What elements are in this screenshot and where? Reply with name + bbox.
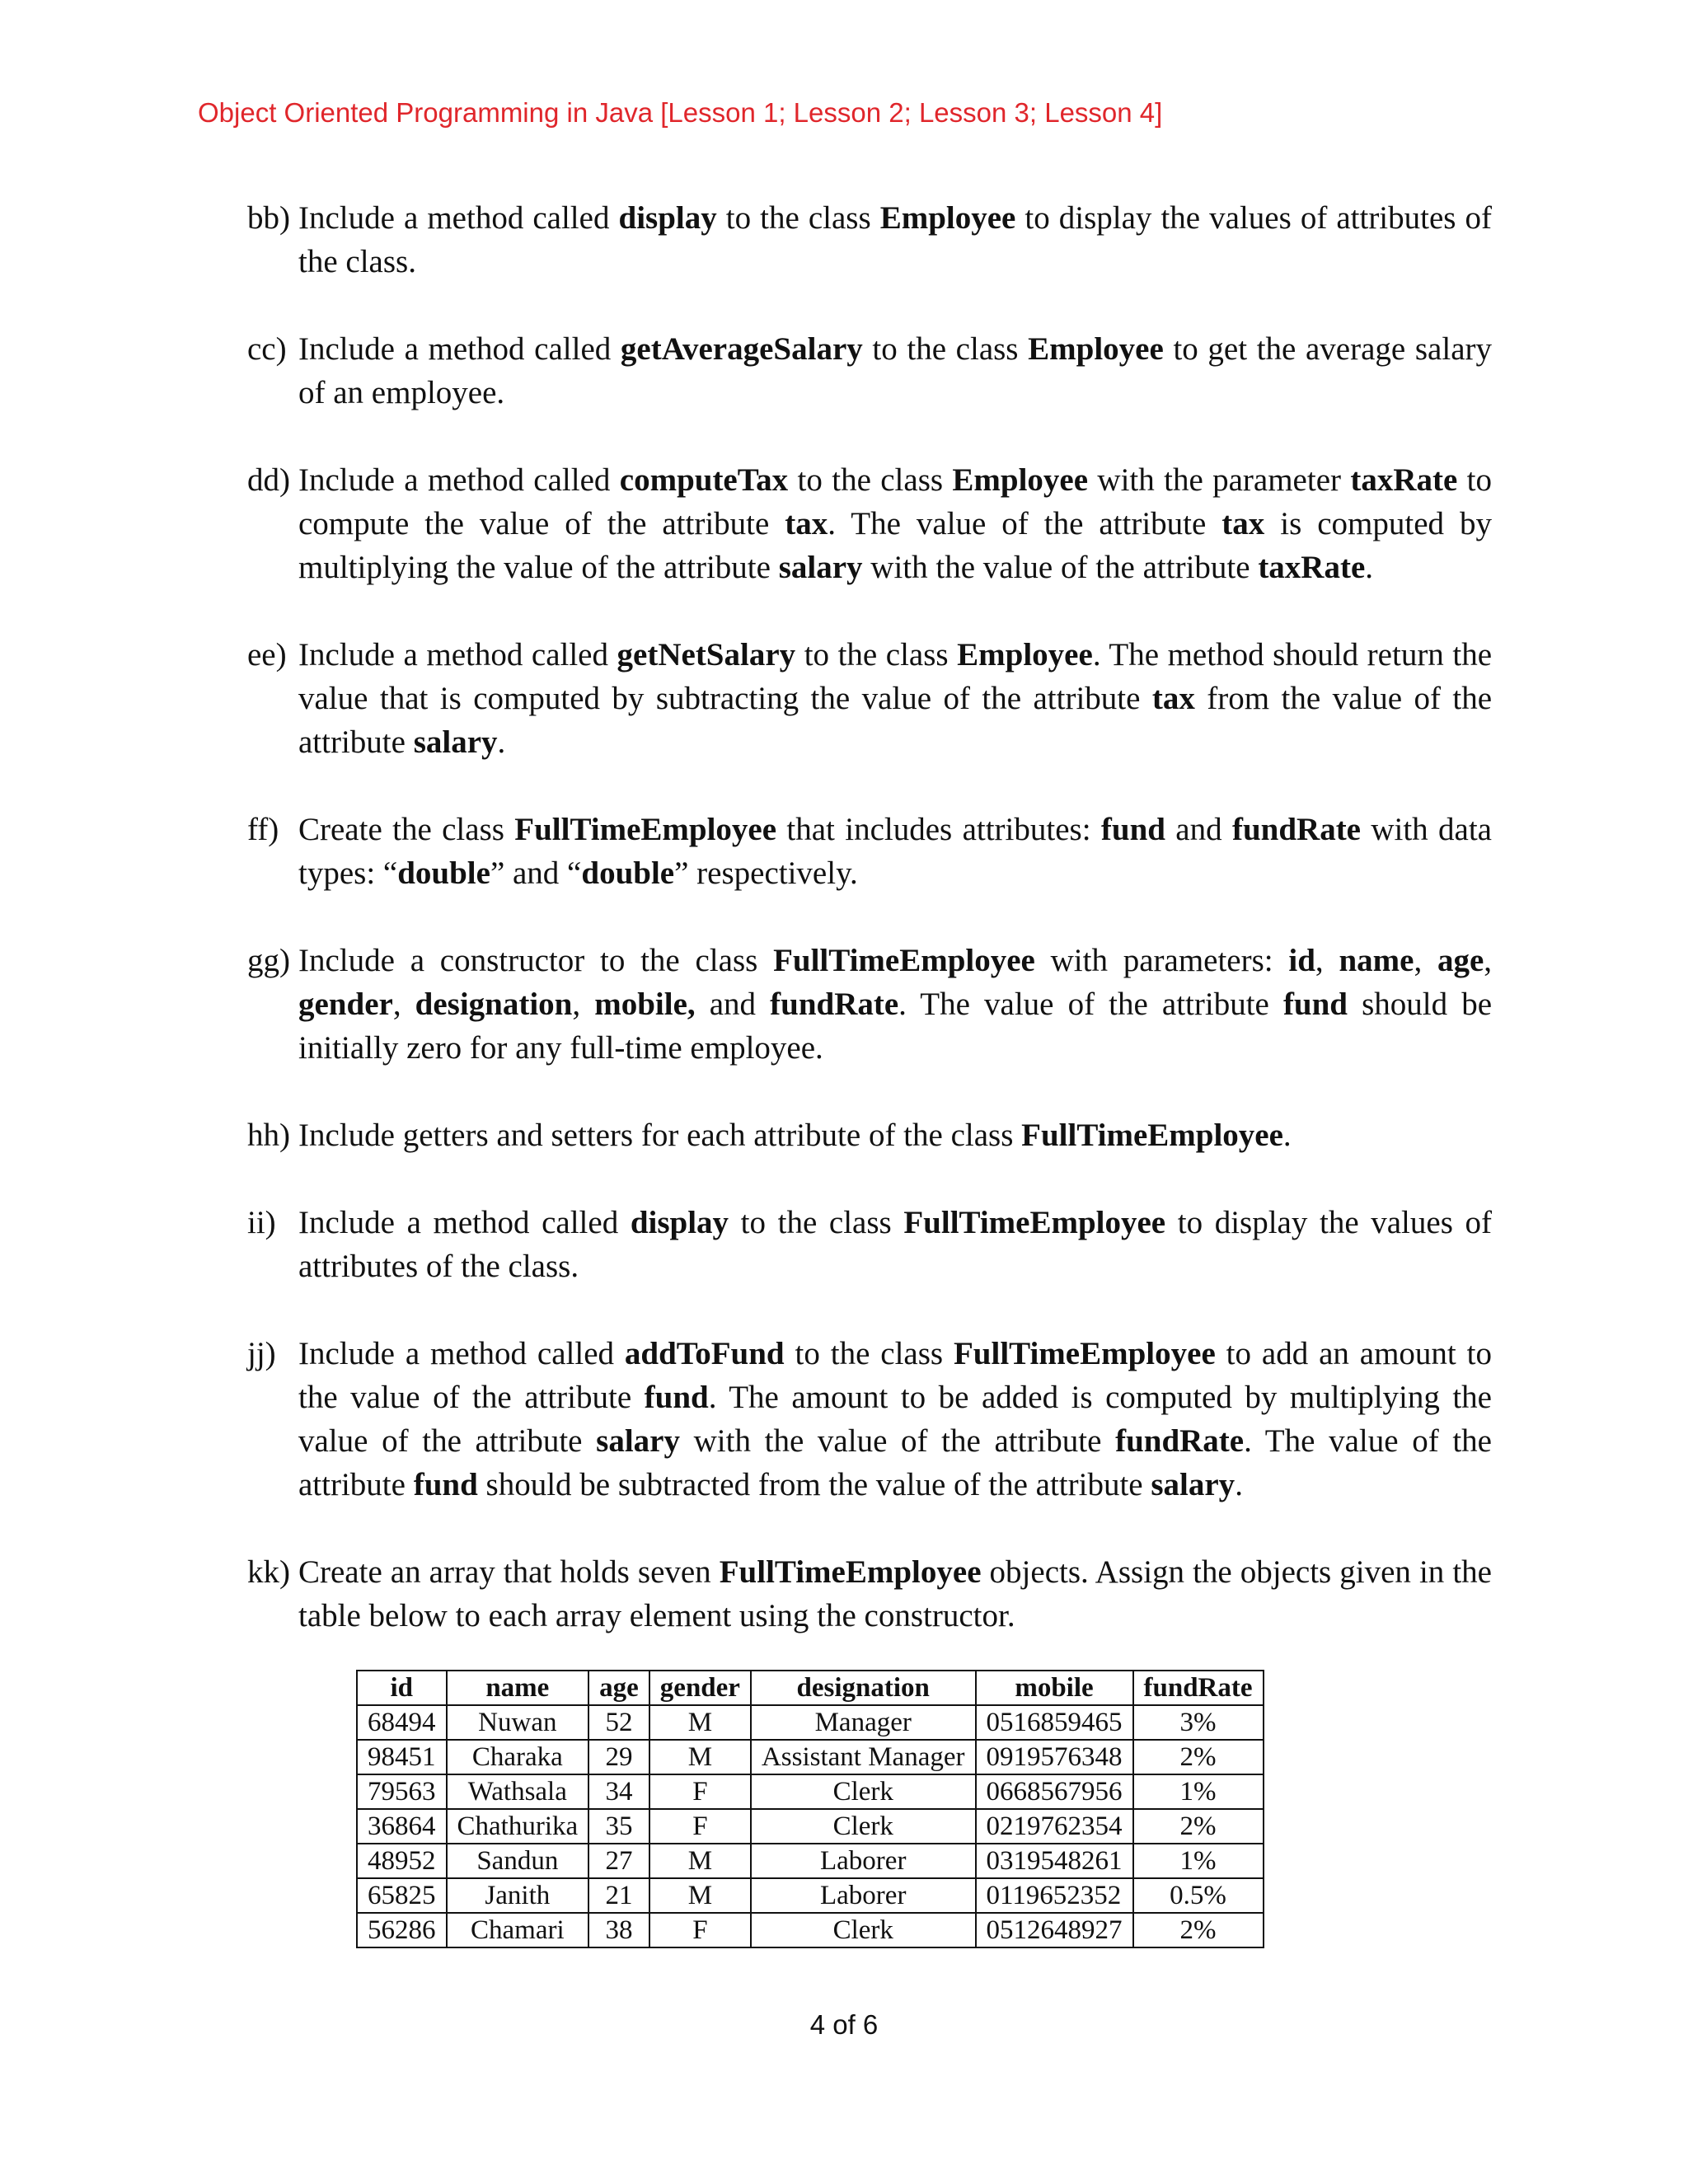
text-run: .: [1235, 1467, 1243, 1502]
page-header: Object Oriented Programming in Java [Lesson 1; Lesson 2; Lesson 3; Lesson 4]: [198, 97, 1163, 128]
cell-designation: Clerk: [751, 1913, 976, 1947]
text-run: ” respectively.: [674, 855, 858, 891]
text-run: to the class: [784, 1336, 954, 1371]
cell-name: Chathurika: [447, 1809, 589, 1844]
bold-term: fundRate: [770, 987, 899, 1022]
cell-mobile: 0668567956: [976, 1774, 1133, 1809]
bold-term: fund: [1282, 987, 1348, 1022]
text-run: to get the average salary of an employee.: [298, 331, 1492, 410]
column-header-mobile: mobile: [976, 1671, 1133, 1705]
item-text: [298, 1113, 1492, 1157]
cell-age: 21: [588, 1878, 649, 1913]
text-run: . The value of the attribute: [298, 1423, 1492, 1502]
bold-term: fundRate: [1231, 812, 1361, 847]
bold-term: FullTimeEmployee: [1021, 1118, 1283, 1153]
column-header-age: age: [588, 1671, 649, 1705]
text-run: Include getters and setters for each attribute of the class: [298, 1118, 1022, 1153]
text-run: . The method should return the value that is computed by subtracting the value of the attribute: [298, 637, 1493, 716]
bold-term: display: [630, 1205, 729, 1240]
table-body: [357, 1705, 1264, 1947]
table-row: [357, 1878, 1264, 1913]
cell-designation: Laborer: [751, 1844, 976, 1878]
exercise-item: [247, 1113, 1492, 1157]
cell-gender: F: [649, 1809, 751, 1844]
item-label: jj): [247, 1336, 276, 1371]
bold-term: Employee: [879, 200, 1016, 236]
bold-term: gender: [298, 987, 393, 1022]
text-run: is computed by multiplying the value of the attribute: [298, 506, 1492, 585]
column-header-id: id: [357, 1671, 447, 1705]
text-run: .: [1282, 1118, 1292, 1153]
cell-id: 68494: [357, 1705, 447, 1740]
item-text: [298, 1201, 1492, 1288]
cell-name: Charaka: [447, 1740, 589, 1774]
exercise-item: [247, 1550, 1492, 1638]
text-run: with parameters:: [1034, 943, 1289, 978]
text-run: Include a method called: [298, 331, 621, 367]
exercise-item: [247, 939, 1492, 1070]
cell-id: 48952: [357, 1844, 447, 1878]
cell-fundrate: 1%: [1133, 1774, 1264, 1809]
cell-mobile: 0512648927: [976, 1913, 1133, 1947]
item-text: [298, 633, 1492, 764]
column-header-fundrate: fundRate: [1133, 1671, 1264, 1705]
bold-term: computeTax: [619, 462, 789, 498]
cell-mobile: 0516859465: [976, 1705, 1133, 1740]
column-header-name: name: [447, 1671, 589, 1705]
text-run: with the value of the attribute: [862, 550, 1259, 585]
cell-name: Nuwan: [447, 1705, 589, 1740]
cell-name: Sandun: [447, 1844, 589, 1878]
bold-term: designation: [415, 987, 573, 1022]
text-run: . The value of the attribute: [828, 506, 1222, 541]
item-label: ff): [247, 812, 279, 847]
exercise-item: [247, 196, 1492, 284]
text-run: Include a method called: [298, 1205, 631, 1240]
bold-term: tax: [1151, 681, 1195, 716]
bold-term: taxRate: [1258, 550, 1366, 585]
text-run: Create the class: [298, 812, 515, 847]
cell-mobile: 0219762354: [976, 1809, 1133, 1844]
cell-gender: F: [649, 1913, 751, 1947]
cell-name: Chamari: [447, 1913, 589, 1947]
bold-term: Employee: [952, 462, 1089, 498]
item-label: hh): [247, 1118, 290, 1153]
text-run: with the parameter: [1088, 462, 1351, 498]
bold-term: Employee: [1028, 331, 1164, 367]
text-run: Include a method called: [298, 200, 619, 236]
cell-fundrate: 2%: [1133, 1913, 1264, 1947]
item-text: [298, 196, 1492, 284]
cell-designation: Manager: [751, 1705, 976, 1740]
bold-term: addToFund: [624, 1336, 785, 1371]
item-label: cc): [247, 331, 287, 367]
text-run: to compute the value of the attribute: [298, 462, 1493, 541]
cell-designation: Clerk: [751, 1774, 976, 1809]
bold-term: FullTimeEmployee: [903, 1205, 1166, 1240]
cell-id: 56286: [357, 1913, 447, 1947]
cell-mobile: 0119652352: [976, 1878, 1133, 1913]
text-run: Include a method called: [298, 637, 617, 673]
item-label: ee): [247, 637, 287, 673]
bold-term: id: [1288, 943, 1315, 978]
item-label: kk): [247, 1554, 290, 1590]
text-run: to display the values of attributes of the class.: [298, 200, 1492, 279]
cell-id: 98451: [357, 1740, 447, 1774]
item-label: dd): [247, 462, 290, 498]
bold-term: name: [1339, 943, 1414, 978]
column-header-gender: gender: [649, 1671, 751, 1705]
text-run: from the value of the attribute: [298, 681, 1493, 760]
bold-term: age: [1437, 943, 1484, 978]
item-text: [298, 458, 1492, 589]
bold-term: fund: [413, 1467, 478, 1502]
text-run: and: [695, 987, 771, 1022]
bold-term: double: [397, 855, 490, 891]
bold-term: display: [618, 200, 717, 236]
cell-age: 35: [588, 1809, 649, 1844]
cell-mobile: 0919576348: [976, 1740, 1133, 1774]
cell-gender: M: [649, 1740, 751, 1774]
cell-name: Wathsala: [447, 1774, 589, 1809]
bold-term: FullTimeEmployee: [719, 1554, 982, 1590]
text-run: ” and “: [490, 855, 582, 891]
cell-gender: F: [649, 1774, 751, 1809]
cell-age: 38: [588, 1913, 649, 1947]
bold-term: FullTimeEmployee: [773, 943, 1035, 978]
exercise-item: [247, 327, 1492, 415]
table-row: [357, 1774, 1264, 1809]
bold-term: Employee: [957, 637, 1093, 673]
text-run: to the class: [716, 200, 880, 236]
text-run: .: [1365, 550, 1374, 585]
text-run: to the class: [862, 331, 1029, 367]
bold-term: salary: [1151, 1467, 1236, 1502]
item-label: gg): [247, 943, 290, 978]
bold-term: FullTimeEmployee: [514, 812, 777, 847]
bold-term: getAverageSalary: [620, 331, 863, 367]
cell-age: 27: [588, 1844, 649, 1878]
cell-id: 65825: [357, 1878, 447, 1913]
item-text: [298, 808, 1492, 895]
item-text: [298, 1550, 1492, 1638]
cell-fundrate: 1%: [1133, 1844, 1264, 1878]
cell-id: 79563: [357, 1774, 447, 1809]
cell-name: Janith: [447, 1878, 589, 1913]
table-row: [357, 1913, 1264, 1947]
text-run: ,: [392, 987, 415, 1022]
exercise-item: [247, 1332, 1492, 1507]
text-run: that includes attributes:: [776, 812, 1101, 847]
bold-term: fundRate: [1115, 1423, 1245, 1459]
exercise-list: [247, 196, 1492, 1667]
text-run: ,: [572, 987, 595, 1022]
bold-term: FullTimeEmployee: [953, 1336, 1216, 1371]
cell-designation: Assistant Manager: [751, 1740, 976, 1774]
text-run: to display the values of attributes of the class.: [298, 1205, 1492, 1284]
item-label: bb): [247, 200, 290, 236]
cell-fundrate: 2%: [1133, 1809, 1264, 1844]
employee-table: [356, 1670, 1264, 1948]
bold-term: tax: [785, 506, 828, 541]
bold-term: mobile,: [594, 987, 696, 1022]
text-run: . The amount to be added is computed by multiplying the value of the attribute: [298, 1380, 1492, 1459]
bold-term: salary: [596, 1423, 680, 1459]
text-run: with the value of the attribute: [679, 1423, 1116, 1459]
exercise-item: [247, 633, 1492, 764]
bold-term: salary: [413, 724, 498, 760]
text-run: Include a method called: [298, 1336, 625, 1371]
bold-term: tax: [1221, 506, 1265, 541]
cell-designation: Laborer: [751, 1878, 976, 1913]
bold-term: salary: [778, 550, 863, 585]
cell-designation: Clerk: [751, 1809, 976, 1844]
cell-fundrate: 3%: [1133, 1705, 1264, 1740]
bold-term: double: [581, 855, 675, 891]
text-run: ,: [1315, 943, 1339, 978]
cell-gender: M: [649, 1844, 751, 1878]
text-run: should be subtracted from the value of the attribute: [477, 1467, 1151, 1502]
table-header-row: [357, 1671, 1264, 1705]
bold-term: fund: [1100, 812, 1165, 847]
column-header-designation: designation: [751, 1671, 976, 1705]
table-row: [357, 1705, 1264, 1740]
cell-gender: M: [649, 1705, 751, 1740]
text-run: Create an array that holds seven: [298, 1554, 720, 1590]
cell-fundrate: 0.5%: [1133, 1878, 1264, 1913]
item-label: ii): [247, 1205, 276, 1240]
cell-gender: M: [649, 1878, 751, 1913]
item-text: [298, 1332, 1492, 1507]
bold-term: getNetSalary: [617, 637, 796, 673]
table-row: [357, 1844, 1264, 1878]
cell-age: 52: [588, 1705, 649, 1740]
text-run: to the class: [795, 637, 958, 673]
text-run: ,: [1414, 943, 1437, 978]
text-run: Include a method called: [298, 462, 620, 498]
cell-mobile: 0319548261: [976, 1844, 1133, 1878]
item-text: [298, 327, 1492, 415]
cell-age: 29: [588, 1740, 649, 1774]
page-number: 4 of 6: [809, 2009, 879, 2040]
text-run: and: [1165, 812, 1232, 847]
exercise-item: [247, 1201, 1492, 1288]
item-text: [298, 939, 1492, 1070]
cell-age: 34: [588, 1774, 649, 1809]
cell-fundrate: 2%: [1133, 1740, 1264, 1774]
text-run: to add an amount to the value of the attribute: [298, 1336, 1492, 1415]
text-run: should be initially zero for any full-time employee.: [298, 987, 1493, 1066]
bold-term: taxRate: [1350, 462, 1458, 498]
table-row: [357, 1809, 1264, 1844]
text-run: to the class: [788, 462, 953, 498]
text-run: with data types: “: [298, 812, 1492, 891]
cell-id: 36864: [357, 1809, 447, 1844]
text-run: Include a constructor to the class: [298, 943, 774, 978]
text-run: to the class: [729, 1205, 904, 1240]
table-row: [357, 1740, 1264, 1774]
exercise-item: [247, 808, 1492, 895]
text-run: ,: [1484, 943, 1493, 978]
text-run: objects. Assign the objects given in the table below to each array element using the constructor.: [298, 1554, 1492, 1633]
text-run: .: [497, 724, 506, 760]
text-run: . The value of the attribute: [898, 987, 1283, 1022]
bold-term: fund: [644, 1380, 709, 1415]
exercise-item: [247, 458, 1492, 589]
